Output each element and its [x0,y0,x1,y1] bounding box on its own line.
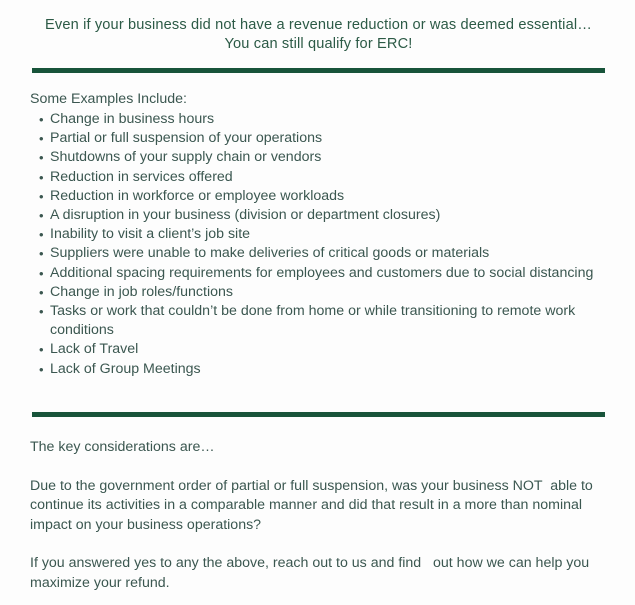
list-item-label: Additional spacing requirements for employees and customers due to social distancing [50,264,594,281]
bullet-icon: • [39,169,44,185]
list-item [30,302,605,340]
bullet-icon: • [39,361,44,377]
list-item [30,340,605,359]
list-item [30,148,605,167]
slide-heading [32,16,605,54]
list-item [30,264,605,283]
list-item [30,206,605,225]
list-item [30,187,605,206]
bullet-icon: • [39,131,44,147]
list-item [30,168,605,187]
bullet-icon: • [39,304,44,320]
bullet-icon: • [39,208,44,224]
considerations-intro: The key considerations are… [30,439,215,455]
examples-intro-label: Some Examples Include: [30,91,187,107]
divider-rule-top [32,68,605,73]
bullet-icon: • [39,284,44,300]
list-item-label: Reduction in services offered [50,168,233,185]
key-considerations-section [30,438,610,593]
list-item-label: Reduction in workforce or employee workloads [50,187,345,204]
bullet-icon: • [39,150,44,166]
bullet-icon: • [39,246,44,262]
list-item [30,225,605,244]
bullet-icon: • [39,112,44,127]
heading-line-2: You can still qualify for ERC! [224,36,413,52]
divider-rule-bottom [32,412,605,417]
list-item-label: Suppliers were unable to make deliveries of critical goods or materials [50,245,490,262]
list-item-label: Tasks or work that couldn’t be done from home or while transitioning to remote work conditions [50,303,576,339]
bullet-icon: • [39,342,44,358]
list-item-label: Change in business hours [50,111,215,127]
list-item-label: Partial or full suspension of your operations [50,130,323,147]
list-item [30,360,605,379]
bullet-icon: • [39,188,44,204]
list-item [30,283,605,302]
list-item [30,110,605,129]
list-item-label: Lack of Group Meetings [50,360,201,377]
examples-list [30,110,605,379]
bullet-icon: • [39,265,44,281]
list-item-label: Shutdowns of your supply chain or vendors [50,149,322,166]
list-item-label: Inability to visit a client’s job site [50,226,251,243]
list-item [30,129,605,148]
list-item [30,244,605,263]
bullet-icon: • [39,227,44,243]
list-item-label: Change in job roles/functions [50,283,233,300]
list-item-label: A disruption in your business (division or department closures) [50,207,441,224]
considerations-question: Due to the government order of partial or full suspension, was your business NOT able to continue its activities in a comparable manner and did that result in a more than nominal impact on your business operations? [30,477,597,533]
list-item-label: Lack of Travel [50,341,139,358]
considerations-call-to-action: If you answered yes to any the above, reach out to us and find out how we can help you maximize your refund. [30,555,594,591]
heading-line-1: Even if your business did not have a revenue reduction or was deemed essential… [45,17,592,33]
